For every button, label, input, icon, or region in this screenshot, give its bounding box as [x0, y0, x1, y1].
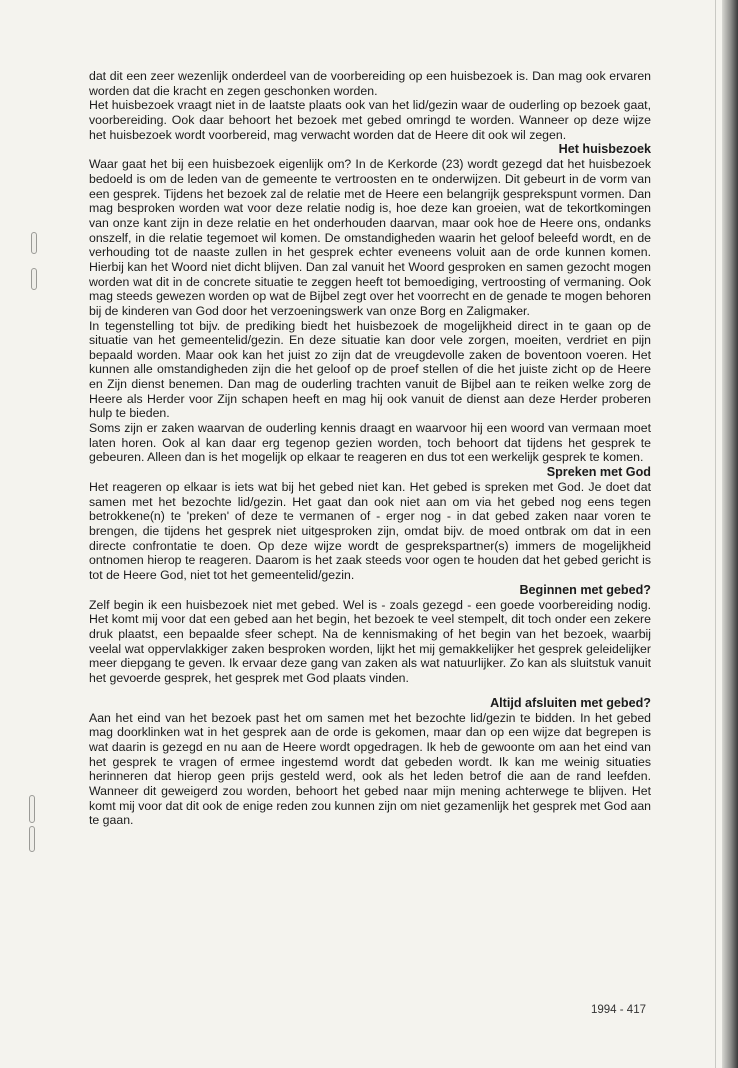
section-heading-huisbezoek: Het huisbezoek [558, 142, 651, 157]
article-body [89, 69, 651, 828]
paragraph: Het huisbezoek vraagt niet in de laatste plaats ook van het lid/gezin waar de ouderling op bezoek gaat, voorbereiding. Ook daar behoort het bezoek met gebed omringd te worden. Wanneer op deze wijze het huisbezoek wordt voorbereid, mag verwacht worden dat de Heere dit ook wil zegen. [89, 98, 651, 142]
paragraph: Zelf begin ik een huisbezoek niet met gebed. Wel is - zoals gezegd - een goede voorbereiding nodig. Het komt mij voor dat een gebed aan het begin, het bezoek te veel stempelt, dit toch onder een zekere druk plaatst, een bepaalde sfeer schept. Na de kennismaking of het begin van het bezoek, waarbij veelal wat oppervlakkiger zaken besproken worden, lijkt het mij gemakkelijker het gesprek geleidelijker meer diepgang te geven. Ik ervaar deze gang van zaken als wat natuurlijker. Zo kan als sluitstuk vanuit het gevoerde gesprek, het gesprek met God plaats vinden. [89, 597, 651, 685]
section-heading-altijd-afsluiten: Altijd afsluiten met gebed? [490, 695, 651, 710]
paragraph: Aan het eind van het bezoek past het om samen met het bezochte lid/gezin te bidden. In het gebed mag doorklinken wat in het gesprek aan de orde is gekomen, maar dan op een wijze dat begrepen is wat daarin is gezegd en nu aan de Heere wordt opgedragen. Ik heb de gewoonte om aan het eind van het gesprek te vragen of ermee ingestemd wordt dat gebeden wordt. Ik kan me weinig situaties herinneren dat hierop geen prijs gesteld werd, ook als het leden betrof die aan de rand leefden. Wanneer dit geweigerd zou worden, behoort het gebed naar mijn mening achterwege te blijven. Het komt mij voor dat dit ook de enige reden zou kunnen zijn om niet gezamenlijk het gesprek met God aan te gaan. [89, 710, 651, 828]
binding-shadow [722, 0, 738, 1068]
section-heading-spreken-met-god: Spreken met God [546, 465, 651, 480]
page-number: 1994 - 417 [591, 1004, 646, 1016]
paragraph: In tegenstelling tot bijv. de prediking biedt het huisbezoek de mogelijkheid direct in te gaan op de situatie van het gemeentelid/gezin. En deze situatie kan door vele zorgen, moeiten, verdriet en pijn bepaald worden. Maar ook kan het juist zo zijn dat de vreugdevolle zaken de boventoon voeren. Het kunnen alle omstandigheden zijn die het geloof op de proef stellen of die het juiste zicht op de Heere en Zijn dienst benemen. Dan mag de ouderling trachten vanuit de Bijbel aan te reiken welke zorg de Heere als Herder voor Zijn schapen heeft en mag hij ook vanuit de dienst aan deze Herder proberen hulp te bieden. [89, 318, 651, 421]
paragraph: Waar gaat het bij een huisbezoek eigenlijk om? In de Kerkorde (23) wordt gezegd dat het huisbezoek bedoeld is om de leden van de gemeente te vertroosten en te onderwijzen. Dit gebeurt in de vorm van een gesprek. Tijdens het bezoek zal de relatie met de Heere een belangrijk gesprekspunt vormen. Dan mag besproken worden wat voor deze relatie nodig is, hoe deze kan groeien, wat de tekortkomingen van onze kant zijn in deze relatie en het onderhouden daarvan, maar ook hoe de Heere ons, ondanks onszelf, in die relatie tegemoet wil komen. De omstandigheden waarin het geloof beleefd wordt, en de verhouding tot de naaste zullen in het gesprek echter eveneens voluit aan de orde kunnen komen. Hierbij kan het Woord niet dicht blijven. Dan zal vanuit het Woord gesproken en samen gezocht mogen worden wat dit in de concrete situatie te zeggen heeft tot bemoediging, vertroosting of vermaning. Ook mag steeds gewezen worden op wat de Bijbel zegt over het voorrecht en de genade te mogen behoren bij de kinderen van God door het verzoeningswerk van onze Borg en Zaligmaker. [89, 157, 651, 318]
punch-hole [29, 795, 35, 823]
paragraph: dat dit een zeer wezenlijk onderdeel van de voorbereiding op een huisbezoek is. Dan mag ook ervaren worden dat die kracht en zegen geschonken worden. [89, 69, 651, 98]
section-heading-beginnen-met-gebed: Beginnen met gebed? [519, 582, 651, 597]
punch-hole [31, 232, 37, 254]
page-edge-line [715, 0, 716, 1068]
paragraph: Soms zijn er zaken waarvan de ouderling kennis draagt en waarvoor hij een woord van vermaan moet laten horen. Ook al kan daar erg tegenop gezien worden, toch behoort dat tijdens het gesprek te gebeuren. Alleen dan is het mogelijk op elkaar te reageren en dus tot een werkelijk gesprek te komen. [89, 421, 651, 465]
punch-hole [29, 826, 35, 852]
paragraph: Het reageren op elkaar is iets wat bij het gebed niet kan. Het gebed is spreken met God. Je doet dat samen met het bezochte lid/gezin. Het gaat dan ook niet aan om via het gebed nog eens tegen betrokkene(n) te 'preken' of deze te vermanen of - erger nog - in dat gebed zaken naar voren te brengen, die tijdens het gesprek niet uitgesproken zijn, omdat bijv. de moed ontbrak om dat in een directe confrontatie te doen. Op deze wijze wordt de gesprekspartner(s) immers de mogelijkheid ontnomen hierop te reageren. Daarom is het zaak steeds voor ogen te houden dat het gebed gericht is tot de Heere God, niet tot het gemeentelid/gezin. [89, 480, 651, 582]
punch-hole [31, 268, 37, 290]
